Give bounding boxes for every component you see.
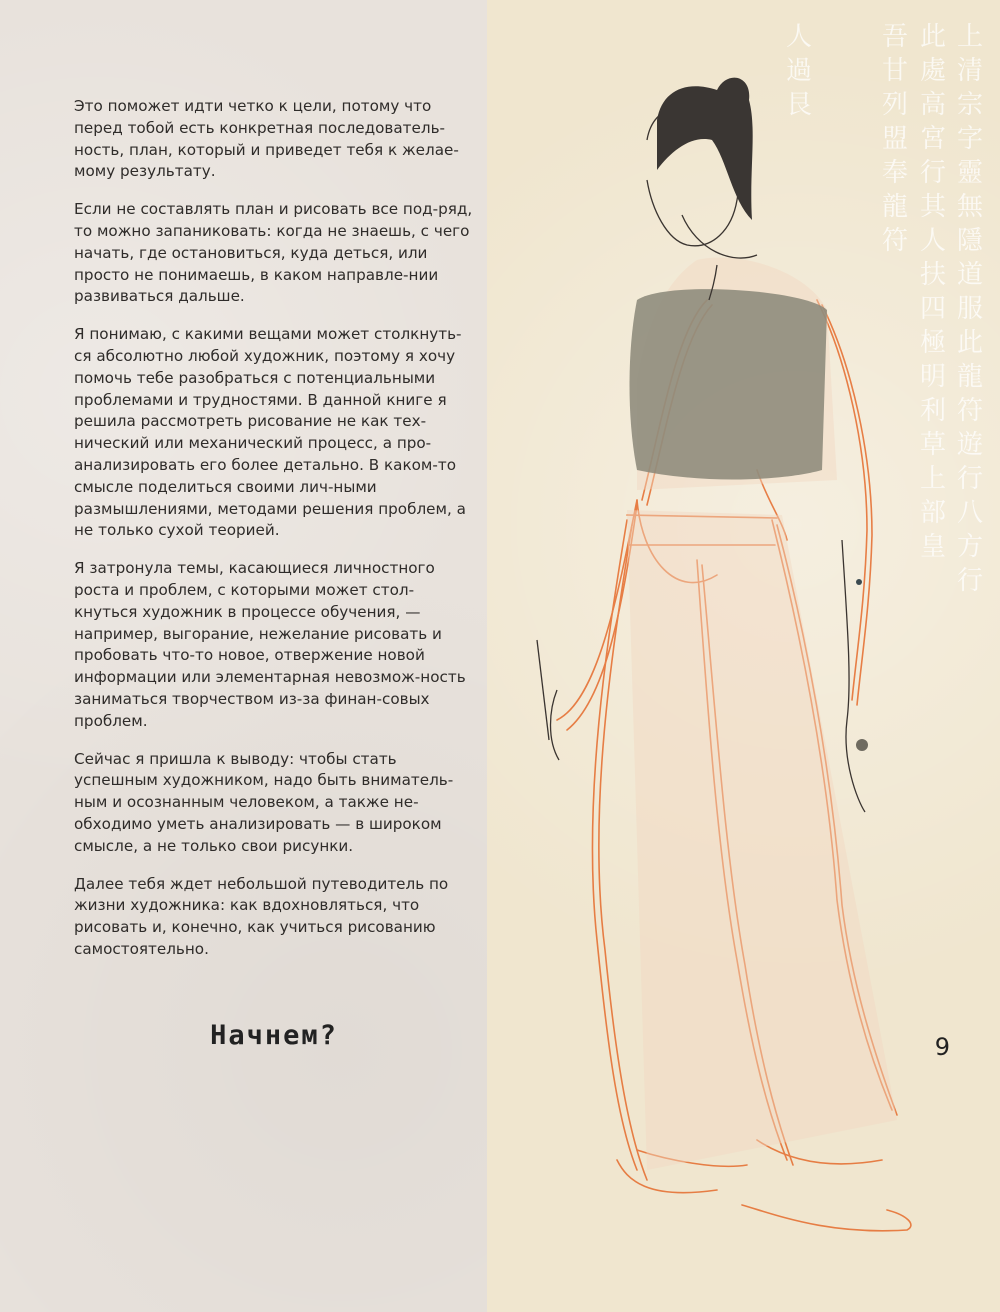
paragraph-1: Это поможет идти четко к цели, потому что перед тобой есть конкретная последователь-ность, план, который и приведет тебя к желае-мому результату. bbox=[74, 97, 459, 181]
paragraph-6: Далее тебя ждет небольшой путеводитель по жизни художника: как вдохновляться, что рисовать и, конечно, как учиться рисованию самостоятельно. bbox=[74, 874, 449, 958]
script-column-1: 上清宗字靈無隱道服此龍符遊行八方行 bbox=[956, 22, 983, 596]
script-column-2: 此處高宮行其人扶四極明利草上部皇 bbox=[919, 22, 946, 562]
script-column-4: 人過艮 bbox=[785, 22, 812, 120]
paragraph-2: Если не составлять план и рисовать все под-ряд, то можно запаниковать: когда не знаешь, с чего начать, где остановиться, куда деться, или просто не понимаешь, в каком направле-нии развиваться дальше. bbox=[74, 200, 473, 306]
closing-heading: Начнем? bbox=[210, 1020, 338, 1051]
figure-sketch bbox=[487, 0, 1000, 1312]
text-page bbox=[0, 0, 487, 1312]
paragraph-5: Сейчас я пришла к выводу: чтобы стать успешным художником, надо быть вниматель-ным и осознанным человеком, а также не-обходимо уметь анализировать — в широком смысле, а не только свои рисунки. bbox=[74, 749, 454, 855]
paragraph-3: Я понимаю, с какими вещами может столкнуть-ся абсолютно любой художник, поэтому я хочу помочь тебе разобраться с потенциальными проблемами и трудностями. В данной книге я решила рассмотреть рисование не как тех-нический или механический процесс, а про-анализировать его более детально. В каком-то смысле поделиться своими лич-ными размышлениями, методами решения проблем, а не только сухой теорией. bbox=[74, 325, 466, 540]
body-text bbox=[74, 96, 474, 977]
illustration-page bbox=[487, 0, 1000, 1312]
paragraph-4: Я затронула темы, касающиеся личностного роста и проблем, с которыми может стол-кнуться художник в процессе обучения, — например, выгорание, нежелание рисовать и пробовать что-то новое, отвержение новой информации или элементарная невозмож-ность заниматься творчеством из-за финан-совых проблем. bbox=[74, 559, 466, 730]
page-number: 9 bbox=[934, 1033, 950, 1061]
script-column-3: 吾甘列盟奉龍符 bbox=[881, 22, 908, 256]
